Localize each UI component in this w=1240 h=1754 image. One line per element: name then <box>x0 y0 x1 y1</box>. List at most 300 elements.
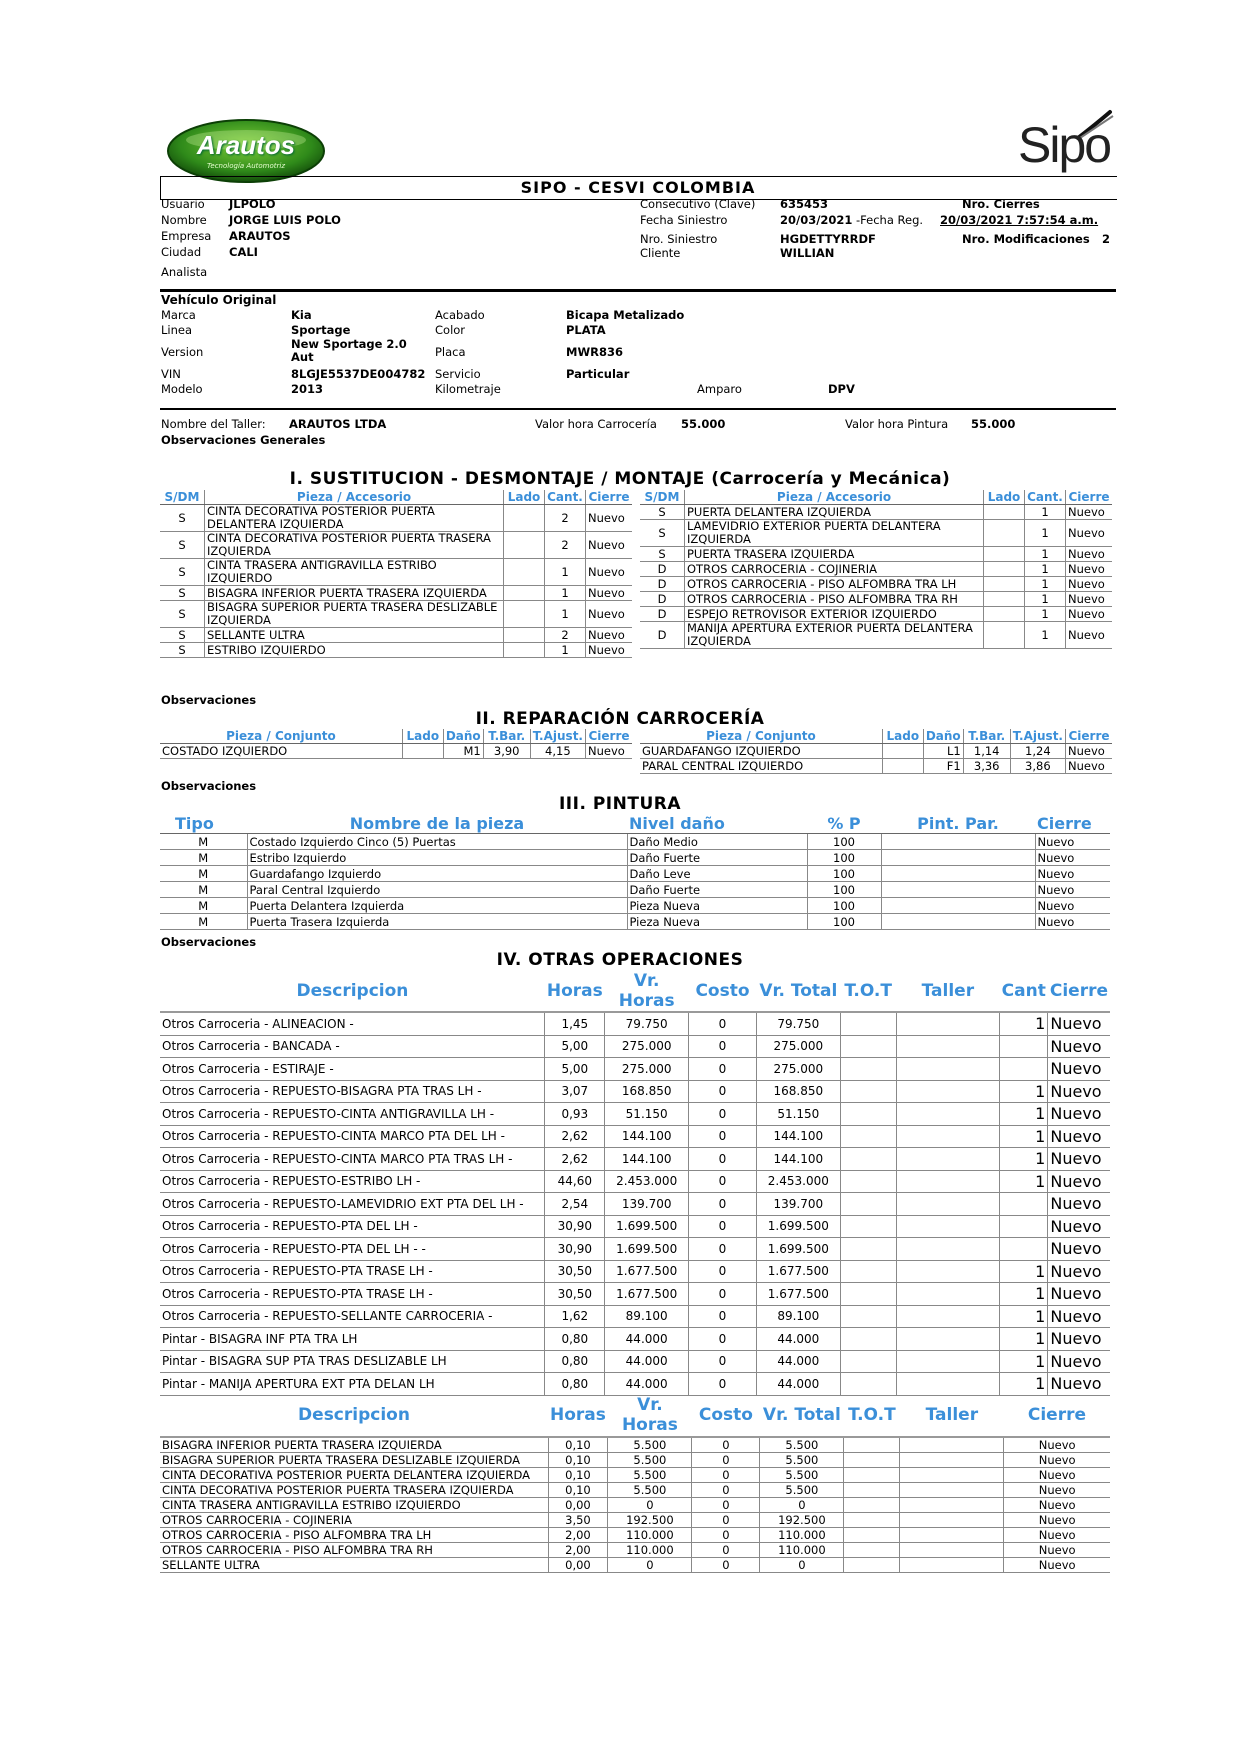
nro-siniestro-value: HGDETTYRRDF <box>780 232 876 246</box>
taller-cell <box>896 1260 999 1283</box>
cierre-cell: Nuevo <box>1066 577 1113 592</box>
lado-cell <box>984 520 1025 547</box>
empresa-label: Empresa <box>161 229 212 243</box>
taller-cell <box>896 1373 999 1396</box>
amparo-label: Amparo <box>697 382 742 396</box>
table-row <box>640 520 1112 547</box>
cierre-cell: Nuevo <box>1035 850 1110 866</box>
vr-total-cell: 1.699.500 <box>756 1238 840 1261</box>
sec2-observaciones: Observaciones <box>161 779 257 793</box>
taller-cell <box>896 1283 999 1306</box>
cierre-cell: Nuevo <box>1048 1260 1110 1283</box>
lado-cell <box>984 547 1025 562</box>
taller-cell <box>900 1437 1004 1453</box>
tbar-cell: 1,14 <box>963 744 1010 759</box>
costo-cell: 0 <box>689 1373 757 1396</box>
pieza-cell: CINTA DECORATIVA POSTERIOR PUERTA DELANTERA IZQUIERDA <box>205 505 504 532</box>
table-row <box>160 1528 1110 1543</box>
col-cant: Cant. <box>1025 490 1066 505</box>
vh-carroceria-label: Valor hora Carrocería <box>535 417 657 431</box>
fecha-reg-value: 20/03/2021 7:57:54 a.m. <box>940 213 1099 227</box>
sipo-logo-text: Sipo <box>1018 117 1111 173</box>
cierre-cell: Nuevo <box>1048 1103 1110 1126</box>
tot-cell <box>840 1260 896 1283</box>
table-row <box>160 628 632 643</box>
pieza-cell: BISAGRA SUPERIOR PUERTA TRASERA DESLIZABLE IZQUIERDA <box>205 601 504 628</box>
cant-cell: 1 <box>1025 577 1066 592</box>
tot-cell <box>840 1148 896 1171</box>
horas-cell: 5,00 <box>545 1035 605 1058</box>
sdm-cell: S <box>160 586 205 601</box>
taller-cell <box>896 1125 999 1148</box>
cierre-cell: Nuevo <box>1004 1483 1110 1498</box>
color-value: PLATA <box>566 323 606 337</box>
nivel-cell: Daño Medio <box>627 834 807 850</box>
horas-cell: 3,07 <box>545 1080 605 1103</box>
horas-cell: 30,50 <box>545 1283 605 1306</box>
descripcion-cell: Otros Carroceria - REPUESTO-BISAGRA PTA TRAS LH - <box>160 1080 545 1103</box>
vr-total-cell: 44.000 <box>756 1373 840 1396</box>
taller-cell <box>900 1453 1004 1468</box>
descripcion-cell: Otros Carroceria - REPUESTO-ESTRIBO LH - <box>160 1170 545 1193</box>
vr-total-cell: 44.000 <box>756 1328 840 1351</box>
version-value: New Sportage 2.0 Aut <box>291 337 407 364</box>
cierre-cell: Nuevo <box>1035 914 1110 930</box>
linea-label: Linea <box>161 323 193 337</box>
lado-cell <box>984 622 1025 649</box>
tot-cell <box>844 1498 900 1513</box>
p-cell: 100 <box>807 882 881 898</box>
tot-cell <box>840 1215 896 1238</box>
section-2-title: II. REPARACIÓN CARROCERÍA <box>475 709 765 729</box>
vr-horas-cell: 1.677.500 <box>605 1283 689 1306</box>
taller-cell <box>896 1305 999 1328</box>
vin-label: VIN <box>161 367 181 381</box>
amparo-value: DPV <box>828 382 855 396</box>
horas-cell: 44,60 <box>545 1170 605 1193</box>
fecha-siniestro-value: 20/03/2021 <box>780 213 853 227</box>
table-row <box>160 1125 1110 1148</box>
lado-cell <box>504 532 545 559</box>
costo-cell: 0 <box>689 1170 757 1193</box>
tipo-cell: M <box>160 898 247 914</box>
cant-cell: 1 <box>1000 1260 1048 1283</box>
lado-cell <box>504 505 545 532</box>
sec1-observaciones: Observaciones <box>161 693 257 707</box>
taller-cell <box>900 1498 1004 1513</box>
horas-cell: 2,62 <box>545 1148 605 1171</box>
table-row <box>160 1558 1110 1573</box>
cant-cell: 1 <box>1025 562 1066 577</box>
table-row <box>160 1350 1110 1373</box>
pieza-cell: CINTA DECORATIVA POSTERIOR PUERTA TRASERA IZQUIERDA <box>205 532 504 559</box>
vr-total-cell: 89.100 <box>756 1305 840 1328</box>
sdm-cell: D <box>640 562 685 577</box>
table-row <box>160 505 632 532</box>
table-row <box>160 1305 1110 1328</box>
vr-total-cell: 5.500 <box>760 1468 844 1483</box>
taller-cell <box>900 1558 1004 1573</box>
nombre-label: Nombre <box>161 213 207 227</box>
cierre-cell: Nuevo <box>1048 1035 1110 1058</box>
taller-label: Nombre del Taller: <box>161 417 266 431</box>
arautos-logo-subtext: Tecnología Automotriz <box>206 162 285 170</box>
col-pieza-conjunto: Pieza / Conjunto <box>640 729 882 744</box>
tipo-cell: M <box>160 866 247 882</box>
cant-cell: 1 <box>1000 1283 1048 1306</box>
col-cierre: Cierre <box>1066 490 1113 505</box>
cant-cell: 1 <box>1000 1373 1048 1396</box>
usuario-label: Usuario <box>161 197 205 211</box>
cierre-cell: Nuevo <box>1035 898 1110 914</box>
vr-total-cell: 110.000 <box>760 1543 844 1558</box>
col-vr-total: Vr. Total <box>760 1393 844 1437</box>
cierre-cell: Nuevo <box>586 643 633 658</box>
table-row <box>160 1437 1110 1453</box>
usuario-value: JLPOLO <box>229 197 276 211</box>
pieza-cell: ESTRIBO IZQUIERDO <box>205 643 504 658</box>
tot-cell <box>840 1283 896 1306</box>
consecutivo-label: Consecutivo (Clave) <box>640 197 756 211</box>
table-row <box>160 1035 1110 1058</box>
cant-cell: 2 <box>545 532 586 559</box>
table-row <box>640 505 1112 520</box>
placa-label: Placa <box>435 345 466 359</box>
acabado-label: Acabado <box>435 308 485 322</box>
cant-cell: 1 <box>1000 1148 1048 1171</box>
tot-cell <box>840 1035 896 1058</box>
sdm-cell: D <box>640 577 685 592</box>
table-row <box>160 532 632 559</box>
vr-horas-cell: 5.500 <box>608 1483 692 1498</box>
descripcion-cell: Pintar - MANIJA APERTURA EXT PTA DELAN LH <box>160 1373 545 1396</box>
taller-cell <box>896 1170 999 1193</box>
cant-cell: 1 <box>545 601 586 628</box>
lado-cell <box>504 586 545 601</box>
vr-total-cell: 1.677.500 <box>756 1260 840 1283</box>
col-vr-horas: Vr. Horas <box>605 970 689 1012</box>
col-pieza: Pieza / Accesorio <box>685 490 984 505</box>
nombre-cell: Puerta Delantera Izquierda <box>247 898 627 914</box>
taller-cell <box>900 1483 1004 1498</box>
descripcion-cell: Otros Carroceria - BANCADA - <box>160 1035 545 1058</box>
nivel-cell: Daño Fuerte <box>627 882 807 898</box>
costo-cell: 0 <box>692 1558 760 1573</box>
cant-cell <box>1000 1215 1048 1238</box>
vh-pintura-label: Valor hora Pintura <box>845 417 949 431</box>
cant-cell: 1 <box>1000 1350 1048 1373</box>
horas-cell: 0,80 <box>545 1373 605 1396</box>
descripcion-cell: Otros Carroceria - REPUESTO-PTA DEL LH - - <box>160 1238 545 1261</box>
cant-cell: 2 <box>545 628 586 643</box>
costo-cell: 0 <box>689 1080 757 1103</box>
col-taller: Taller <box>900 1393 1004 1437</box>
col-p: % P <box>807 814 881 834</box>
col-tajust: T.Ajust. <box>1010 729 1065 744</box>
table-row <box>160 1215 1110 1238</box>
cierre-cell: Nuevo <box>586 559 633 586</box>
lado-cell <box>504 559 545 586</box>
cierre-cell: Nuevo <box>586 601 633 628</box>
horas-cell: 0,10 <box>548 1437 608 1453</box>
col-cierre: Cierre <box>1004 1393 1110 1437</box>
tot-cell <box>840 1238 896 1261</box>
cant-cell: 1 <box>1000 1305 1048 1328</box>
pint-par-cell <box>881 866 1035 882</box>
descripcion-cell: Otros Carroceria - REPUESTO-LAMEVIDRIO EXT PTA DEL LH - <box>160 1193 545 1216</box>
table-row <box>160 834 1110 850</box>
vr-horas-cell: 144.100 <box>605 1125 689 1148</box>
cierre-cell: Nuevo <box>1048 1373 1110 1396</box>
horas-cell: 30,90 <box>545 1238 605 1261</box>
tot-cell <box>844 1468 900 1483</box>
tot-cell <box>840 1193 896 1216</box>
costo-cell: 0 <box>692 1483 760 1498</box>
cant-cell: 1 <box>1000 1170 1048 1193</box>
cierre-cell: Nuevo <box>1048 1170 1110 1193</box>
horas-cell: 2,00 <box>548 1543 608 1558</box>
cierre-cell: Nuevo <box>1066 744 1113 759</box>
nro-modificaciones-label: Nro. Modificaciones <box>962 232 1090 246</box>
table-row <box>160 1170 1110 1193</box>
costo-cell: 0 <box>692 1513 760 1528</box>
vr-horas-cell: 1.699.500 <box>605 1215 689 1238</box>
vr-horas-cell: 275.000 <box>605 1058 689 1081</box>
table-row <box>160 914 1110 930</box>
cierre-cell: Nuevo <box>1048 1215 1110 1238</box>
table-row <box>160 1193 1110 1216</box>
sdm-cell: S <box>160 643 205 658</box>
tot-cell <box>840 1328 896 1351</box>
costo-cell: 0 <box>689 1103 757 1126</box>
costo-cell: 0 <box>692 1543 760 1558</box>
cierre-cell: Nuevo <box>1066 562 1113 577</box>
col-costo: Costo <box>689 970 757 1012</box>
descripcion-cell: Otros Carroceria - ALINEACION - <box>160 1012 545 1035</box>
cant-cell: 1 <box>545 559 586 586</box>
lado-cell <box>882 759 923 774</box>
pieza-cell: PARAL CENTRAL IZQUIERDO <box>640 759 882 774</box>
pieza-cell: COSTADO IZQUIERDO <box>160 744 402 759</box>
horas-cell: 3,50 <box>548 1513 608 1528</box>
cierre-cell: Nuevo <box>586 744 633 759</box>
horas-cell: 2,54 <box>545 1193 605 1216</box>
cant-cell <box>1000 1238 1048 1261</box>
sdm-cell: D <box>640 592 685 607</box>
descripcion-cell: BISAGRA INFERIOR PUERTA TRASERA IZQUIERDA <box>160 1437 548 1453</box>
col-cierre: Cierre <box>1035 814 1110 834</box>
table-row <box>160 1453 1110 1468</box>
horas-cell: 0,80 <box>545 1350 605 1373</box>
cierre-cell: Nuevo <box>1066 547 1113 562</box>
costo-cell: 0 <box>692 1437 760 1453</box>
vr-total-cell: 139.700 <box>756 1193 840 1216</box>
servicio-label: Servicio <box>435 367 481 381</box>
sdm-cell: S <box>640 505 685 520</box>
table-row <box>160 1283 1110 1306</box>
nro-siniestro-label: Nro. Siniestro <box>640 232 718 246</box>
tajust-cell: 4,15 <box>530 744 585 759</box>
marca-value: Kia <box>291 308 312 322</box>
col-vr-horas: Vr. Horas <box>608 1393 692 1437</box>
taller-cell <box>896 1238 999 1261</box>
costo-cell: 0 <box>689 1350 757 1373</box>
taller-value: ARAUTOS LTDA <box>289 417 387 431</box>
descripcion-cell: Otros Carroceria - REPUESTO-PTA TRASE LH - <box>160 1283 545 1306</box>
col-pint-par: Pint. Par. <box>881 814 1035 834</box>
col-dano: Daño <box>923 729 963 744</box>
descripcion-cell: CINTA DECORATIVA POSTERIOR PUERTA DELANTERA IZQUIERDA <box>160 1468 548 1483</box>
col-cierre: Cierre <box>1066 729 1113 744</box>
taller-cell <box>896 1328 999 1351</box>
col-horas: Horas <box>545 970 605 1012</box>
cierre-cell: Nuevo <box>1004 1437 1110 1453</box>
cant-cell: 1 <box>1025 607 1066 622</box>
descripcion-cell: Pintar - BISAGRA SUP PTA TRAS DESLIZABLE LH <box>160 1350 545 1373</box>
kilometraje-label: Kilometraje <box>435 382 501 396</box>
costo-cell: 0 <box>692 1453 760 1468</box>
cant-cell: 1 <box>1000 1012 1048 1035</box>
cierre-cell: Nuevo <box>1048 1012 1110 1035</box>
cierre-cell: Nuevo <box>1048 1058 1110 1081</box>
table-row <box>640 547 1112 562</box>
table-row <box>160 1498 1110 1513</box>
fecha-reg-label: -Fecha Reg. <box>856 213 924 227</box>
p-cell: 100 <box>807 850 881 866</box>
taller-block <box>161 417 1111 451</box>
horas-cell: 0,80 <box>545 1328 605 1351</box>
cant-cell: 1 <box>1000 1103 1048 1126</box>
descripcion-cell: Otros Carroceria - ESTIRAJE - <box>160 1058 545 1081</box>
vr-horas-cell: 5.500 <box>608 1468 692 1483</box>
col-cierre: Cierre <box>586 729 633 744</box>
horas-cell: 1,45 <box>545 1012 605 1035</box>
col-cant: Cant. <box>545 490 586 505</box>
descripcion-cell: Otros Carroceria - REPUESTO-SELLANTE CARROCERIA - <box>160 1305 545 1328</box>
vr-total-cell: 0 <box>760 1558 844 1573</box>
horas-cell: 5,00 <box>545 1058 605 1081</box>
descripcion-cell: Otros Carroceria - REPUESTO-PTA DEL LH - <box>160 1215 545 1238</box>
page-title: SIPO - CESVI COLOMBIA <box>520 178 756 197</box>
col-vr-total: Vr. Total <box>756 970 840 1012</box>
sdm-cell: S <box>640 520 685 547</box>
vr-horas-cell: 0 <box>608 1498 692 1513</box>
col-tot: T.O.T <box>840 970 896 1012</box>
table-row <box>160 850 1110 866</box>
taller-cell <box>896 1012 999 1035</box>
taller-cell <box>896 1350 999 1373</box>
cant-cell: 2 <box>545 505 586 532</box>
p-cell: 100 <box>807 834 881 850</box>
divider <box>160 289 1116 292</box>
analista-label: Analista <box>161 265 208 279</box>
dano-cell: L1 <box>923 744 963 759</box>
obs-generales-label: Observaciones Generales <box>161 433 326 447</box>
fecha-siniestro-label: Fecha Siniestro <box>640 213 728 227</box>
vr-horas-cell: 5.500 <box>608 1453 692 1468</box>
lado-cell <box>984 505 1025 520</box>
arautos-logo-text: Arautos <box>196 130 296 160</box>
horas-cell: 0,00 <box>548 1498 608 1513</box>
ciudad-value: CALI <box>229 245 258 259</box>
lado-cell <box>882 744 923 759</box>
costo-cell: 0 <box>692 1468 760 1483</box>
col-lado: Lado <box>504 490 545 505</box>
nombre-cell: Estribo Izquierdo <box>247 850 627 866</box>
arautos-logo <box>166 118 326 184</box>
table-row <box>640 744 1112 759</box>
table-row <box>160 1080 1110 1103</box>
sec3-table <box>160 814 1110 930</box>
nivel-cell: Daño Fuerte <box>627 850 807 866</box>
vr-horas-cell: 89.100 <box>605 1305 689 1328</box>
lado-cell <box>984 592 1025 607</box>
sec1-left-table <box>160 490 632 658</box>
taller-cell <box>896 1215 999 1238</box>
vehicle-heading: Vehículo Original <box>161 293 277 307</box>
col-descripcion: Descripcion <box>160 970 545 1012</box>
nombre-cell: Costado Izquierdo Cinco (5) Puertas <box>247 834 627 850</box>
table-row <box>160 586 632 601</box>
costo-cell: 0 <box>692 1528 760 1543</box>
vr-total-cell: 44.000 <box>756 1350 840 1373</box>
costo-cell: 0 <box>689 1215 757 1238</box>
vr-horas-cell: 44.000 <box>605 1328 689 1351</box>
vr-total-cell: 51.150 <box>756 1103 840 1126</box>
cierre-cell: Nuevo <box>1004 1543 1110 1558</box>
descripcion-cell: Otros Carroceria - REPUESTO-CINTA MARCO PTA DEL LH - <box>160 1125 545 1148</box>
col-dano: Daño <box>443 729 483 744</box>
cant-cell: 1 <box>1025 547 1066 562</box>
tot-cell <box>840 1350 896 1373</box>
p-cell: 100 <box>807 866 881 882</box>
sdm-cell: S <box>160 532 205 559</box>
pieza-cell: BISAGRA INFERIOR PUERTA TRASERA IZQUIERDA <box>205 586 504 601</box>
col-descripcion: Descripcion <box>160 1393 548 1437</box>
table-row <box>160 898 1110 914</box>
sipo-logo <box>1018 108 1118 178</box>
taller-cell <box>900 1543 1004 1558</box>
tot-cell <box>840 1373 896 1396</box>
cliente-value: WILLIAN <box>780 246 835 260</box>
horas-cell: 30,50 <box>545 1260 605 1283</box>
descripcion-cell: SELLANTE ULTRA <box>160 1558 548 1573</box>
vr-horas-cell: 275.000 <box>605 1035 689 1058</box>
descripcion-cell: CINTA DECORATIVA POSTERIOR PUERTA TRASERA IZQUIERDA <box>160 1483 548 1498</box>
cierre-cell: Nuevo <box>1066 592 1113 607</box>
pint-par-cell <box>881 850 1035 866</box>
vr-horas-cell: 192.500 <box>608 1513 692 1528</box>
divider <box>160 408 1116 410</box>
costo-cell: 0 <box>689 1125 757 1148</box>
vr-total-cell: 144.100 <box>756 1125 840 1148</box>
sdm-cell: S <box>640 547 685 562</box>
horas-cell: 30,90 <box>545 1215 605 1238</box>
vr-horas-cell: 44.000 <box>605 1350 689 1373</box>
sdm-cell: D <box>640 622 685 649</box>
vr-total-cell: 168.850 <box>756 1080 840 1103</box>
taller-cell <box>900 1513 1004 1528</box>
p-cell: 100 <box>807 898 881 914</box>
taller-cell <box>896 1148 999 1171</box>
vr-total-cell: 275.000 <box>756 1035 840 1058</box>
taller-cell <box>896 1035 999 1058</box>
table-row <box>160 866 1110 882</box>
cant-cell: 1 <box>1025 592 1066 607</box>
horas-cell: 0,00 <box>548 1558 608 1573</box>
cierre-cell: Nuevo <box>1066 505 1113 520</box>
col-cant: Cant <box>1000 970 1048 1012</box>
